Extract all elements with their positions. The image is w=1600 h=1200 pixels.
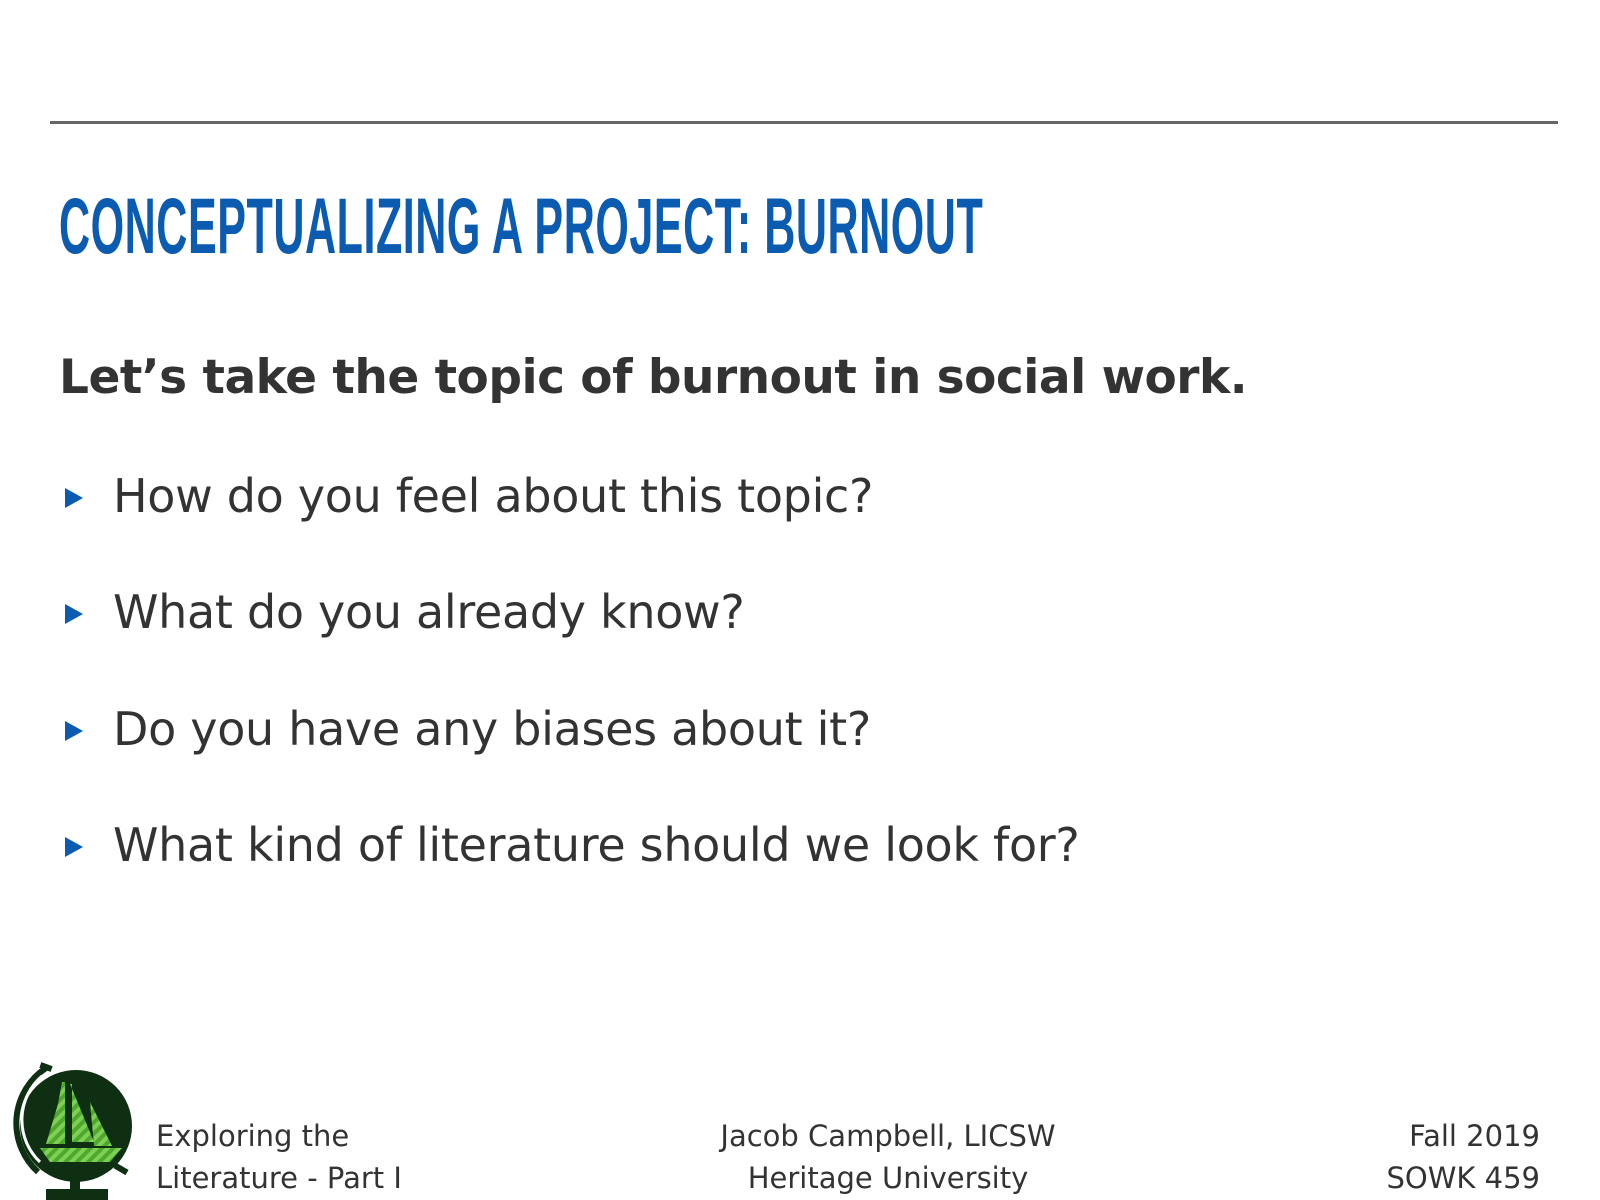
bullet-text: What do you already know? — [113, 585, 745, 639]
slide-title: CONCEPTUALIZING A PROJECT: BURNOUT — [59, 181, 984, 270]
bullet-item — [0, 815, 1400, 875]
bullet-text: Do you have any biases about it? — [113, 702, 872, 756]
footer-right-line: SOWK 459 — [1386, 1161, 1540, 1195]
globe-ship-logo-icon — [10, 1062, 135, 1200]
footer-author — [688, 1115, 1088, 1199]
slide-subheading: Let’s take the topic of burnout in social work. — [59, 350, 1248, 405]
footer-course-title — [156, 1115, 402, 1199]
triangle-bullet-icon — [65, 488, 83, 508]
bullet-text: How do you feel about this topic? — [113, 469, 874, 523]
triangle-bullet-icon — [65, 604, 83, 624]
footer-left-line: Literature - Part I — [156, 1161, 402, 1195]
triangle-bullet-icon — [65, 721, 83, 741]
footer-right-line: Fall 2019 — [1409, 1119, 1540, 1153]
footer-center-line: Heritage University — [747, 1161, 1029, 1195]
triangle-bullet-icon — [65, 837, 83, 857]
bullet-item — [0, 466, 1400, 526]
footer-term — [1387, 1115, 1541, 1199]
header-divider — [50, 121, 1558, 124]
footer-center-line: Jacob Campbell, LICSW — [720, 1119, 1056, 1153]
bullet-item — [0, 582, 1400, 642]
bullet-item — [0, 699, 1400, 759]
bullet-text: What kind of literature should we look for? — [113, 818, 1080, 872]
footer-left-line: Exploring the — [156, 1119, 350, 1153]
